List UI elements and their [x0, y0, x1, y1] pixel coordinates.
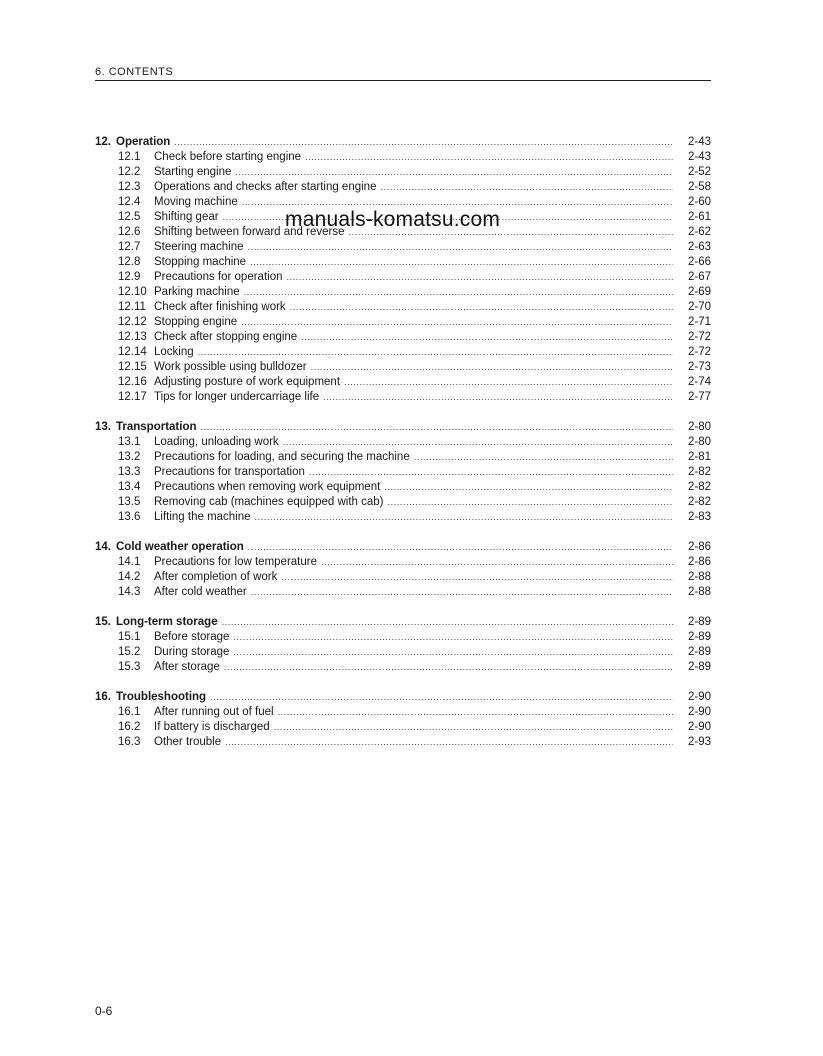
- toc-entry-page: 2-89: [687, 646, 711, 658]
- toc-entry-number: 12.1: [118, 151, 141, 163]
- toc-entry-page: 2-89: [687, 661, 711, 673]
- dot-leader: [321, 555, 673, 570]
- toc-entry-title: Check before starting engine: [154, 151, 302, 163]
- page-header: 6. CONTENTS: [95, 66, 711, 81]
- toc-entry-title: Moving machine: [154, 196, 238, 208]
- toc-entry[interactable]: [95, 270, 711, 285]
- toc-entry-number: 14.2: [118, 571, 141, 583]
- toc-entry-page: 2-63: [687, 241, 711, 253]
- toc-entry-number: 16.: [95, 691, 111, 703]
- toc-entry[interactable]: [95, 735, 711, 750]
- dot-leader: [248, 240, 674, 255]
- toc-entry-page: 2-90: [687, 706, 711, 718]
- toc-entry-page: 2-67: [687, 271, 711, 283]
- toc-entry-number: 12.15: [118, 361, 147, 373]
- toc-entry-title: If battery is discharged: [154, 721, 270, 733]
- dot-leader: [250, 255, 673, 270]
- toc-entry-page: 2-86: [687, 556, 711, 568]
- toc-entry[interactable]: [95, 435, 711, 450]
- toc-entry-title: Operations and checks after starting engine: [154, 181, 377, 193]
- toc-entry-page: 2-74: [687, 376, 711, 388]
- toc-entry-number: 15.1: [118, 631, 141, 643]
- toc-entry-number: 13.1: [118, 436, 141, 448]
- dot-leader: [305, 150, 673, 165]
- toc-entry-number: 12.6: [118, 226, 141, 238]
- toc-entry[interactable]: [95, 360, 711, 375]
- dot-leader: [311, 360, 673, 375]
- toc-entry-number: 13.6: [118, 511, 141, 523]
- toc-entry[interactable]: [95, 630, 711, 645]
- page-number: 0-6: [95, 1004, 113, 1018]
- dot-leader: [210, 690, 673, 705]
- toc-entry-title: Adjusting posture of work equipment: [154, 376, 341, 388]
- dot-leader: [414, 450, 673, 465]
- toc-entry-title: After cold weather: [154, 586, 247, 598]
- toc-entry-number: 12.8: [118, 256, 141, 268]
- toc-entry-number: 14.3: [118, 586, 141, 598]
- toc-entry-page: 2-52: [687, 166, 711, 178]
- toc-entry-page: 2-80: [687, 421, 711, 433]
- toc-entry-page: 2-86: [687, 541, 711, 553]
- toc-entry-page: 2-43: [687, 136, 711, 148]
- toc-entry-number: 14.1: [118, 556, 141, 568]
- toc-section-heading[interactable]: [95, 540, 711, 555]
- dot-leader: [225, 735, 673, 750]
- toc-entry-number: 12.: [95, 136, 111, 148]
- toc-entry[interactable]: [95, 570, 711, 585]
- toc-entry-number: 15.2: [118, 646, 141, 658]
- toc-entry-page: 2-60: [687, 196, 711, 208]
- toc-entry-number: 12.4: [118, 196, 141, 208]
- dot-leader: [235, 165, 673, 180]
- dot-leader: [287, 270, 674, 285]
- toc-entry-page: 2-88: [687, 571, 711, 583]
- toc-entry-number: 12.3: [118, 181, 141, 193]
- toc-entry-title: Check after finishing work: [154, 301, 286, 313]
- dot-leader: [309, 465, 673, 480]
- dot-leader: [380, 180, 673, 195]
- dot-leader: [233, 630, 673, 645]
- toc-section-heading[interactable]: [95, 135, 711, 150]
- toc-entry-page: 2-80: [687, 436, 711, 448]
- toc-entry-title: Work possible using bulldozer: [154, 361, 307, 373]
- toc-entry-page: 2-83: [687, 511, 711, 523]
- toc-section-heading[interactable]: [95, 615, 711, 630]
- toc-entry-page: 2-90: [687, 691, 711, 703]
- toc-entry-title: Starting engine: [154, 166, 232, 178]
- toc-entry[interactable]: [95, 165, 711, 180]
- toc-entry-title: Removing cab (machines equipped with cab): [154, 496, 384, 508]
- toc-entry-page: 2-90: [687, 721, 711, 733]
- toc-entry-title: Precautions for loading, and securing the machine: [154, 451, 410, 463]
- toc-entry-page: 2-43: [687, 151, 711, 163]
- toc-entry-number: 12.9: [118, 271, 141, 283]
- toc-entry[interactable]: [95, 390, 711, 405]
- toc-entry-number: 12.2: [118, 166, 141, 178]
- dot-leader: [283, 435, 673, 450]
- toc-entry[interactable]: [95, 645, 711, 660]
- toc-entry[interactable]: [95, 330, 711, 345]
- toc-entry-title: Precautions when removing work equipment: [154, 481, 381, 493]
- toc-entry-title: Tips for longer undercarriage life: [154, 391, 320, 403]
- toc-entry[interactable]: [95, 345, 711, 360]
- toc-entry[interactable]: [95, 660, 711, 675]
- dot-leader: [274, 720, 673, 735]
- toc-entry-title: Cold weather operation: [116, 541, 244, 553]
- toc-entry-number: 14.: [95, 541, 111, 553]
- toc-entry-page: 2-82: [687, 481, 711, 493]
- toc-entry-title: Shifting between forward and reverse: [154, 226, 345, 238]
- toc-entry-page: 2-69: [687, 286, 711, 298]
- toc-entry-page: 2-81: [687, 451, 711, 463]
- toc-entry-page: 2-82: [687, 466, 711, 478]
- toc-entry-title: Parking machine: [154, 286, 240, 298]
- toc-entry-title: Locking: [154, 346, 194, 358]
- toc-entry-title: Long-term storage: [116, 616, 218, 628]
- toc-entry[interactable]: [95, 585, 711, 600]
- toc-entry[interactable]: [95, 300, 711, 315]
- toc-section: [95, 420, 711, 525]
- toc-entry-title: Lifting the machine: [154, 511, 251, 523]
- toc-entry-title: After running out of fuel: [154, 706, 274, 718]
- toc-section: [95, 690, 711, 750]
- toc-entry-page: 2-61: [687, 211, 711, 223]
- toc-entry[interactable]: [95, 450, 711, 465]
- toc-entry-number: 12.16: [118, 376, 147, 388]
- dot-leader: [224, 660, 673, 675]
- toc-entry-number: 13.5: [118, 496, 141, 508]
- toc-entry-title: Precautions for low temperature: [154, 556, 317, 568]
- toc-entry-title: Precautions for transportation: [154, 466, 305, 478]
- toc-entry-number: 13.2: [118, 451, 141, 463]
- dot-leader: [281, 570, 673, 585]
- toc-entry-title: Shifting gear: [154, 211, 219, 223]
- dot-leader: [384, 480, 673, 495]
- dot-leader: [255, 510, 673, 525]
- toc-entry[interactable]: [95, 510, 711, 525]
- dot-leader: [301, 330, 673, 345]
- watermark: manuals-komatsu.com: [285, 208, 501, 231]
- toc-entry-number: 16.1: [118, 706, 141, 718]
- toc-entry-number: 12.12: [118, 316, 147, 328]
- toc-entry-title: Loading, unloading work: [154, 436, 279, 448]
- dot-leader: [233, 645, 673, 660]
- toc-entry-title: Precautions for operation: [154, 271, 283, 283]
- toc-entry-page: 2-89: [687, 616, 711, 628]
- toc-section: [95, 615, 711, 675]
- dot-leader: [198, 345, 673, 360]
- toc-entry-page: 2-66: [687, 256, 711, 268]
- toc-entry[interactable]: [95, 495, 711, 510]
- toc-entry-title: During storage: [154, 646, 230, 658]
- toc-entry-page: 2-71: [687, 316, 711, 328]
- toc-entry[interactable]: [95, 720, 711, 735]
- toc-entry-number: 15.3: [118, 661, 141, 673]
- toc-section: [95, 540, 711, 600]
- toc-entry-page: 2-72: [687, 346, 711, 358]
- toc-entry-number: 12.11: [118, 301, 146, 313]
- toc-entry-title: Operation: [116, 136, 171, 148]
- toc-entry-title: Check after stopping engine: [154, 331, 298, 343]
- toc-entry-number: 13.3: [118, 466, 141, 478]
- toc-entry-number: 16.3: [118, 736, 141, 748]
- dot-leader: [248, 540, 673, 555]
- toc-entry-title: After completion of work: [154, 571, 278, 583]
- toc-entry-page: 2-70: [687, 301, 711, 313]
- toc-entry-number: 12.13: [118, 331, 147, 343]
- toc-entry-number: 16.2: [118, 721, 141, 733]
- toc-entry-number: 15.: [95, 616, 111, 628]
- dot-leader: [201, 420, 673, 435]
- toc-entry[interactable]: [95, 240, 711, 255]
- toc-entry-title: Before storage: [154, 631, 230, 643]
- toc-entry-page: 2-58: [687, 181, 711, 193]
- dot-leader: [387, 495, 673, 510]
- toc-entry-title: Transportation: [116, 421, 197, 433]
- toc-entry-title: Other trouble: [154, 736, 222, 748]
- toc-entry-page: 2-62: [687, 226, 711, 238]
- toc-entry-number: 12.10: [118, 286, 147, 298]
- dot-leader: [323, 390, 673, 405]
- toc-entry-page: 2-72: [687, 331, 711, 343]
- toc-entry[interactable]: [95, 375, 711, 390]
- toc-entry-title: Steering machine: [154, 241, 244, 253]
- toc-entry[interactable]: [95, 285, 711, 300]
- toc-entry-title: Stopping engine: [154, 316, 238, 328]
- dot-leader: [244, 285, 673, 300]
- toc-entry[interactable]: [95, 705, 711, 720]
- toc-entry[interactable]: [95, 465, 711, 480]
- toc-section-heading[interactable]: [95, 690, 711, 705]
- toc-entry-title: Stopping machine: [154, 256, 247, 268]
- toc-entry[interactable]: [95, 150, 711, 165]
- toc-entry-page: 2-73: [687, 361, 711, 373]
- toc-entry-title: Troubleshooting: [116, 691, 207, 703]
- toc-entry-page: 2-89: [687, 631, 711, 643]
- toc-entry-number: 13.: [95, 421, 111, 433]
- dot-leader: [174, 135, 673, 150]
- dot-leader: [344, 375, 673, 390]
- toc-entry[interactable]: [95, 480, 711, 495]
- toc-entry-page: 2-93: [687, 736, 711, 748]
- toc-entry-page: 2-77: [687, 391, 711, 403]
- dot-leader: [251, 585, 673, 600]
- toc-entry[interactable]: [95, 255, 711, 270]
- toc-section: [95, 135, 711, 405]
- toc-entry-page: 2-82: [687, 496, 711, 508]
- toc-entry[interactable]: [95, 180, 711, 195]
- toc-entry-number: 12.14: [118, 346, 147, 358]
- toc-entry-number: 12.17: [118, 391, 147, 403]
- toc-entry-title: After storage: [154, 661, 220, 673]
- toc-entry[interactable]: [95, 315, 711, 330]
- toc-entry-page: 2-88: [687, 586, 711, 598]
- dot-leader: [278, 705, 673, 720]
- toc-entry-number: 12.5: [118, 211, 141, 223]
- dot-leader: [222, 615, 673, 630]
- toc-entry-number: 13.4: [118, 481, 141, 493]
- toc-entry[interactable]: [95, 555, 711, 570]
- toc-section-heading[interactable]: [95, 420, 711, 435]
- dot-leader: [290, 300, 673, 315]
- dot-leader: [241, 315, 673, 330]
- toc-entry-number: 12.7: [118, 241, 141, 253]
